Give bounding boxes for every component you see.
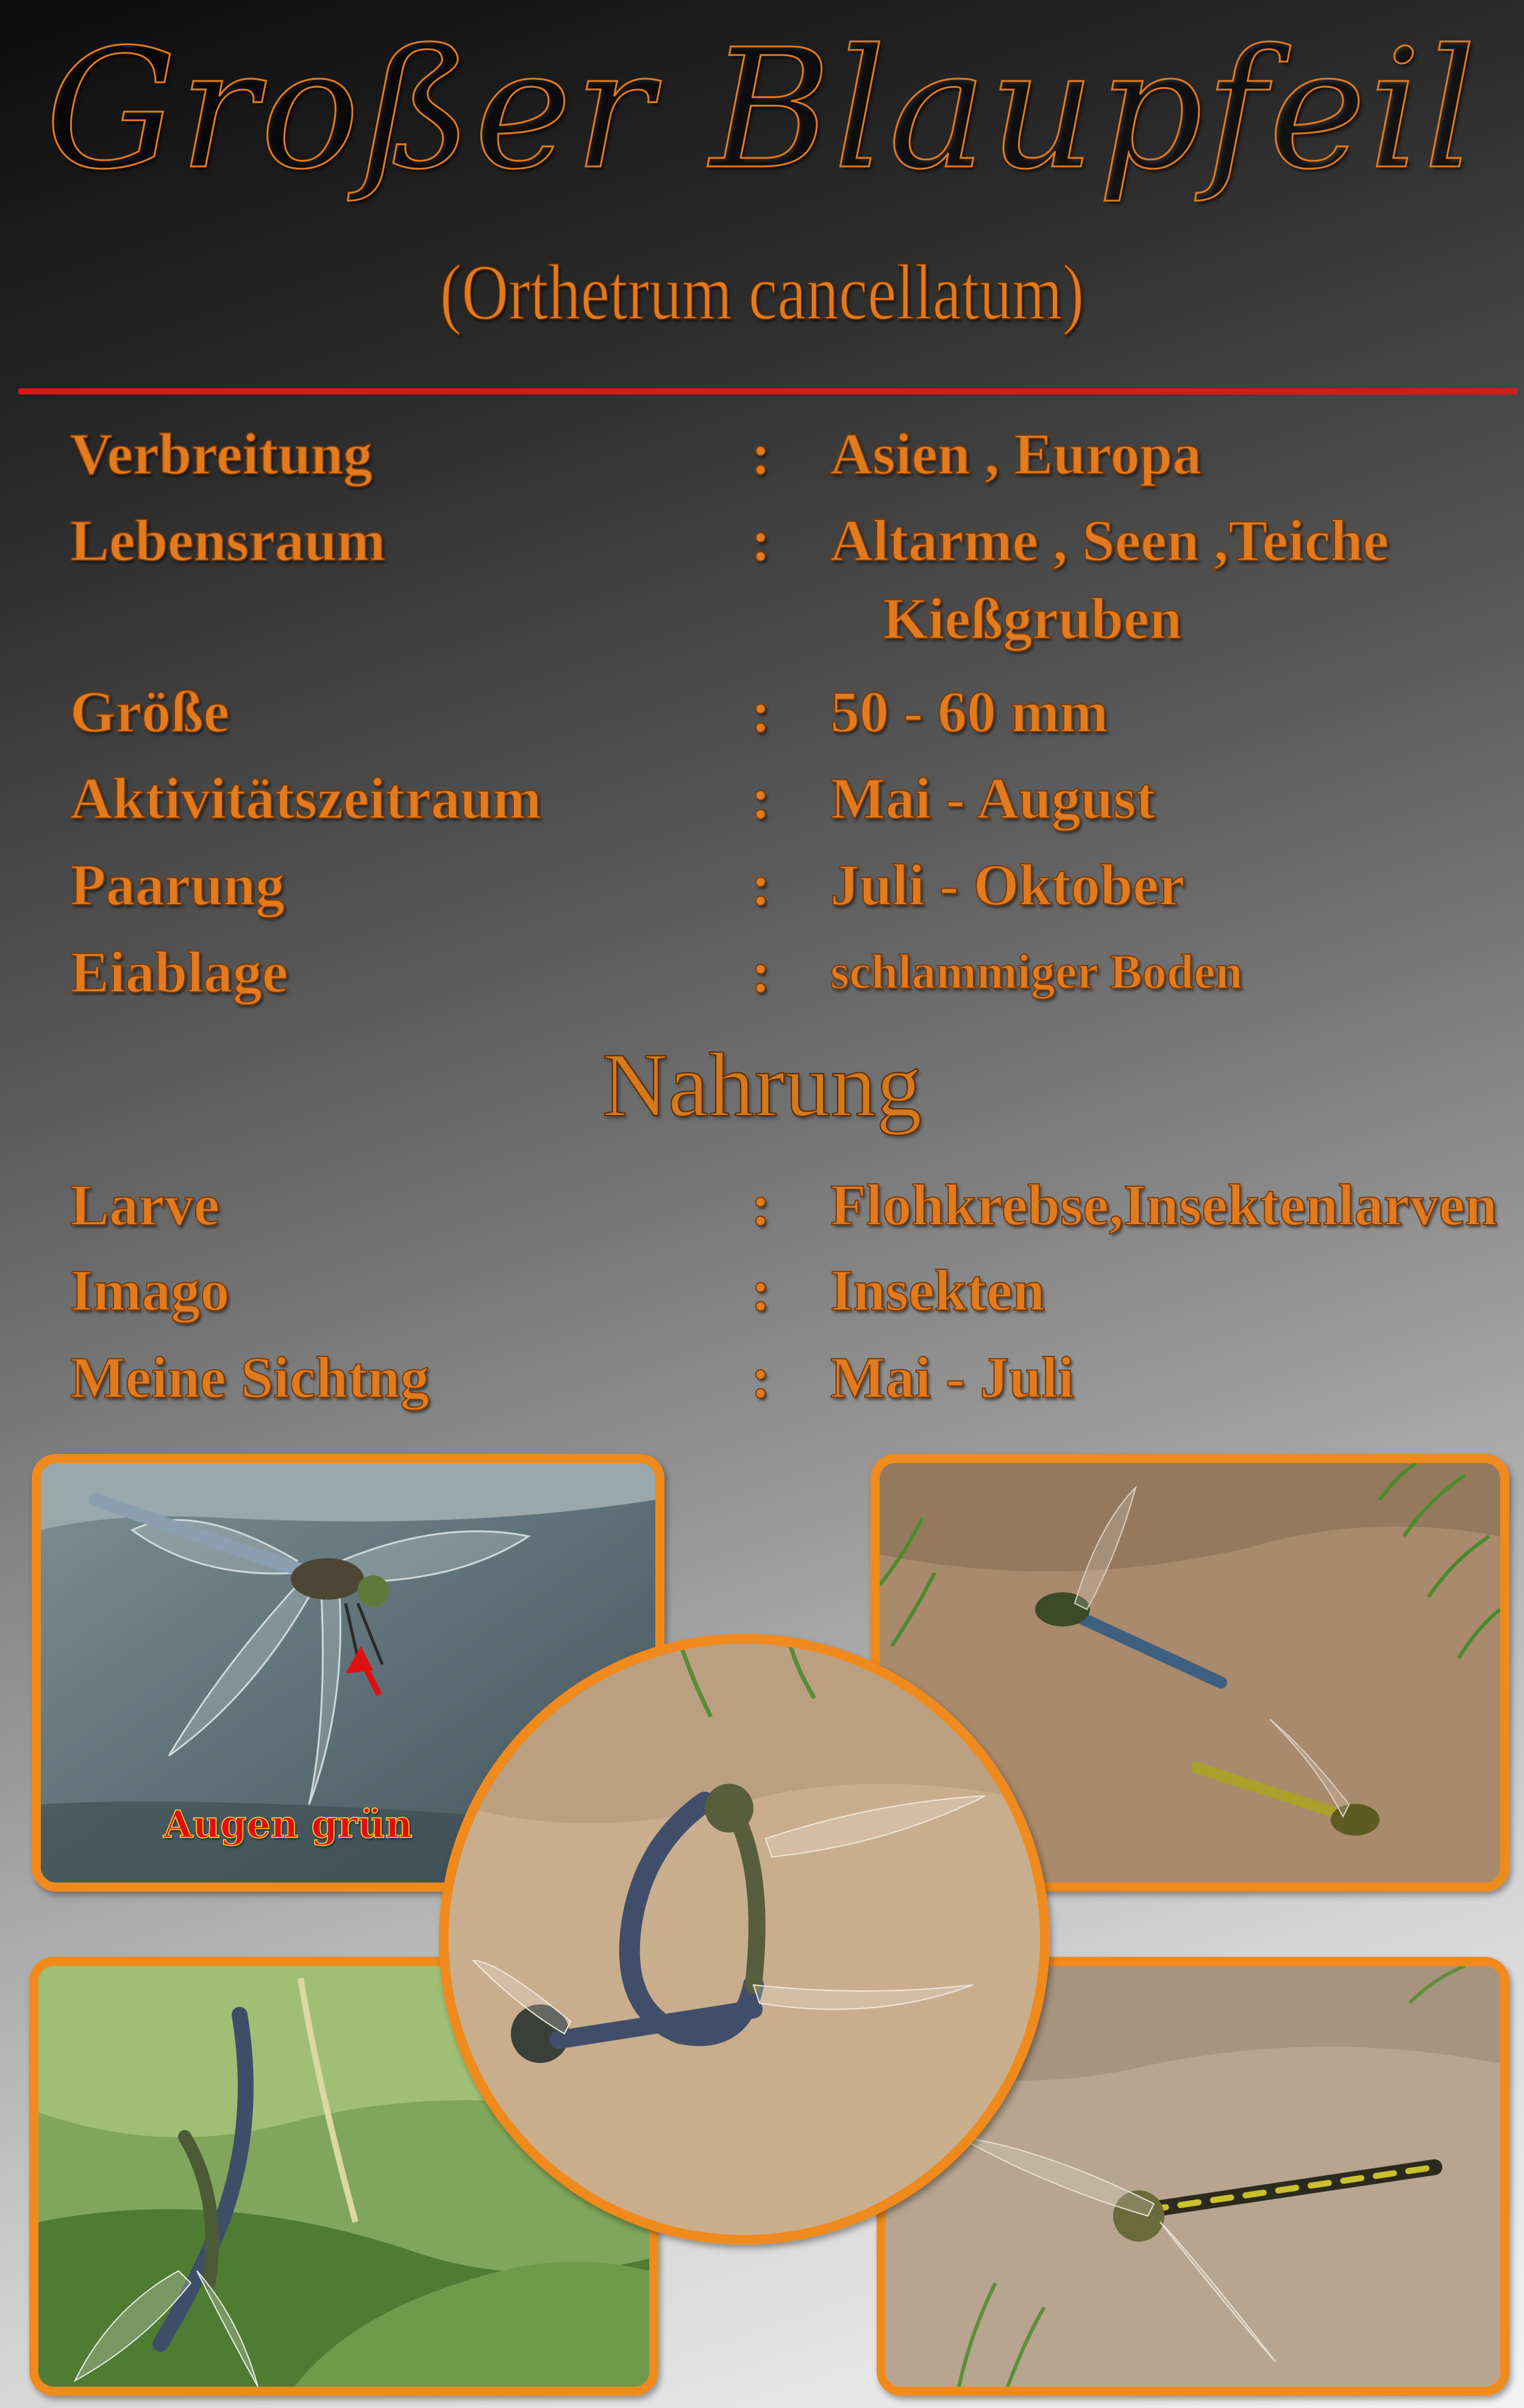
fact-colon: : [751, 852, 771, 917]
fact-value-continued: Kießgruben [883, 586, 1182, 651]
fact-label: Größe [70, 679, 230, 744]
fact-colon: : [751, 766, 771, 831]
fact-value: Juli - Oktober [830, 852, 1185, 917]
fact-label: Imago [70, 1258, 230, 1323]
section-heading-nahrung: Nahrung [602, 1035, 922, 1136]
fact-value: Flohkrebse,Insektenlarven [830, 1172, 1498, 1238]
fact-colon: : [751, 1172, 771, 1238]
fact-label: Meine Sichtng [70, 1345, 430, 1410]
fact-colon: : [751, 679, 771, 744]
callout-eyes-green: Augen grün [163, 1802, 413, 1847]
fact-value: Mai - August [830, 766, 1156, 831]
fact-value: Altarme , Seen ,Teiche [830, 508, 1389, 573]
page-title: Großer Blaupfeil [45, 13, 1479, 205]
fact-label: Lebensraum [70, 508, 386, 573]
fact-label: Paarung [70, 852, 285, 917]
fact-value: Insekten [830, 1258, 1045, 1323]
divider-line [18, 388, 1518, 394]
fact-label: Larve [70, 1172, 220, 1238]
fact-value: Asien , Europa [830, 421, 1202, 486]
fact-colon: : [751, 1258, 771, 1323]
fact-value: 50 - 60 mm [830, 679, 1108, 744]
fact-value: schlammiger Boden [830, 946, 1243, 999]
fact-colon: : [751, 508, 771, 573]
fact-label: Verbreitung [70, 421, 373, 486]
fact-colon: : [751, 939, 771, 1005]
fact-colon: : [751, 421, 771, 486]
photo-mating-wheel-circle [439, 1634, 1050, 2245]
fact-label: Eiablage [70, 939, 288, 1005]
fact-value: Mai - Juli [830, 1345, 1074, 1410]
fact-colon: : [751, 1345, 771, 1410]
fact-label: Aktivitätszeitraum [70, 766, 542, 831]
photo-mating-wheel-image [449, 1644, 1040, 2235]
species-subtitle: (Orthetrum cancellatum) [440, 249, 1084, 337]
